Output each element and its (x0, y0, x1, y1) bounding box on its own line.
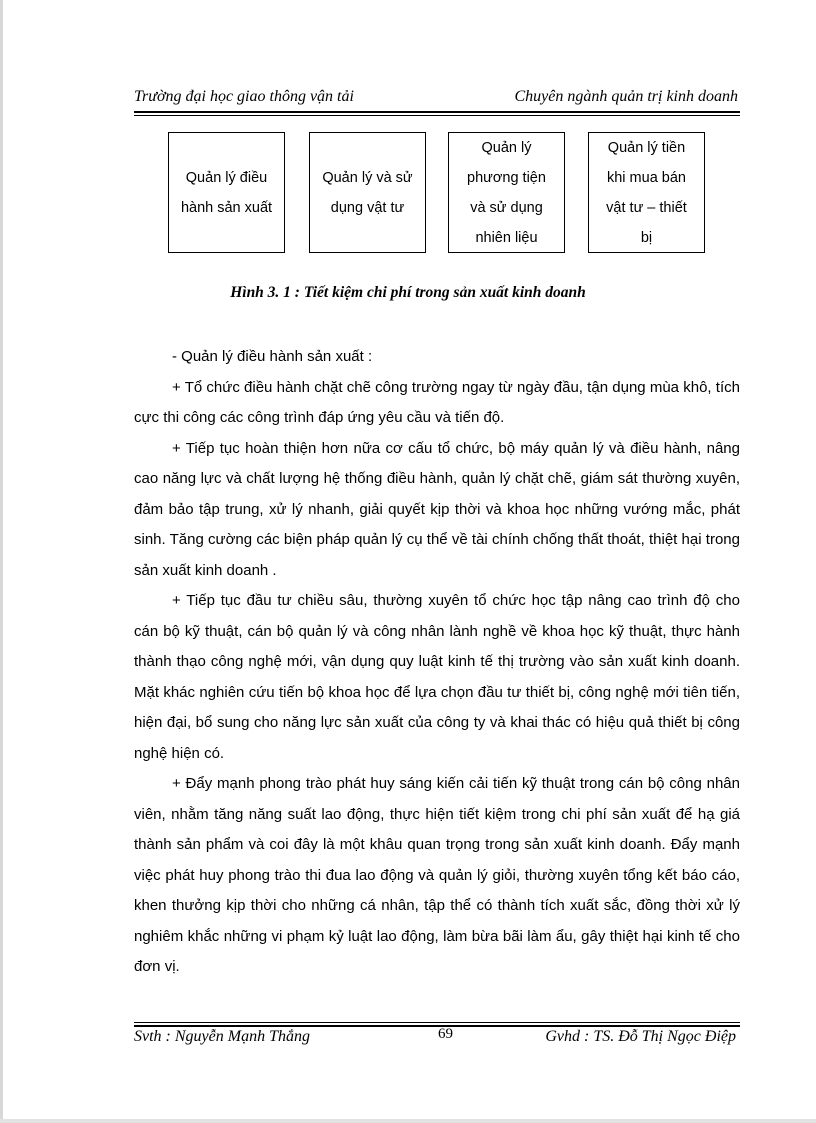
page-header (134, 88, 740, 112)
box-line: hành sản xuất (180, 199, 273, 216)
box-line: nhiên liệu (475, 229, 538, 246)
diagram-box-procurement-money-management (588, 132, 705, 253)
header-rule-thick (134, 111, 740, 113)
page-edge (0, 0, 3, 1123)
figure-caption: Hình 3. 1 : Tiết kiệm chi phí trong sản xuất kinh doanh (230, 284, 586, 301)
diagram-box-material-management (309, 132, 426, 253)
body-text (134, 342, 740, 983)
footer-rule-thin (134, 1022, 740, 1023)
box-line: bị (640, 229, 653, 246)
paragraph: + Đẩy mạnh phong trào phát huy sáng kiến cải tiến kỹ thuật trong cán bộ công nhân viên, nhằm tăng năng suất lao động, thực hiện tiết kiệm trong chi phí sản xuất để hạ giá thành sản phẩm và coi đây là một khâu quan trọng trong sản xuất kinh doanh. Đẩy mạnh việc phát huy phong trào thi đua lao động và quản lý giỏi, thường xuyên tổng kết báo cáo, khen thưởng kịp thời cho những cá nhân, tập thể có thành tích xuất sắc, đồng thời xử lý nghiêm khắc những vi phạm kỷ luật lao động, làm bừa bãi làm ẩu, gây thiệt hại kinh tế cho đơn vị. (134, 775, 740, 975)
page-edge-bottom (0, 1119, 816, 1123)
header-rule-thin (134, 115, 740, 116)
paragraph: + Tiếp tục hoàn thiện hơn nữa cơ cấu tổ chức, bộ máy quản lý và điều hành, nâng cao năng lực và chất lượng hệ thống điều hành, quản lý chặt chẽ, giám sát thường xuyên, đảm bảo tập trung, xử lý nhanh, giải quyết kịp thời và khoa học những vướng mắc, phát sinh. Tăng cường các biện pháp quản lý cụ thể về tài chính chống thất thoát, thiệt hại trong sản xuất kinh doanh . (134, 439, 740, 579)
box-line: và sử dụng (470, 199, 543, 216)
footer-supervisor: Gvhd : TS. Đỗ Thị Ngọc Điệp (545, 1028, 736, 1045)
footer-rule-thick (134, 1025, 740, 1027)
box-line: khi mua bán (606, 169, 686, 186)
paragraph-section-heading: - Quản lý điều hành sản xuất : (172, 348, 373, 365)
box-line: Quản lý điều (185, 169, 268, 186)
page-footer (134, 1028, 740, 1052)
box-line: Quản lý và sử (322, 169, 413, 186)
box-line: dụng vật tư (330, 199, 405, 216)
header-major: Chuyên ngành quản trị kinh doanh (514, 88, 738, 105)
header-school: Trường đại học giao thông vận tải (134, 88, 354, 105)
footer-student: Svth : Nguyễn Mạnh Thắng (134, 1028, 310, 1045)
box-line: Quản lý tiền (607, 139, 686, 156)
diagram-box-production-management (168, 132, 285, 253)
box-line: vật tư – thiết (606, 199, 687, 216)
box-line: Quản lý (481, 139, 532, 156)
page-number: 69 (438, 1026, 453, 1042)
box-line: phương tiện (467, 169, 546, 186)
paragraph: + Tiếp tục đầu tư chiều sâu, thường xuyên tổ chức học tập nâng cao trình độ cho cán bộ kỹ thuật, cán bộ quản lý và công nhân lành nghề về khoa học kỹ thuật, thực hành thành thạo công nghệ mới, vận dụng quy luật kinh tế thị trường vào sản xuất kinh doanh. Mặt khác nghiên cứu tiến bộ khoa học để lựa chọn đầu tư thiết bị, công nghệ mới tiên tiến, hiện đại, bổ sung cho năng lực sản xuất của công ty và khai thác có hiệu quả thiết bị công nghệ hiện có. (134, 592, 740, 762)
paragraph: + Tổ chức điều hành chặt chẽ công trường ngay từ ngày đầu, tận dụng mùa khô, tích cực thi công các công trình đáp ứng yêu cầu và tiến độ. (134, 378, 740, 426)
diagram-box-vehicle-fuel-management (448, 132, 565, 253)
